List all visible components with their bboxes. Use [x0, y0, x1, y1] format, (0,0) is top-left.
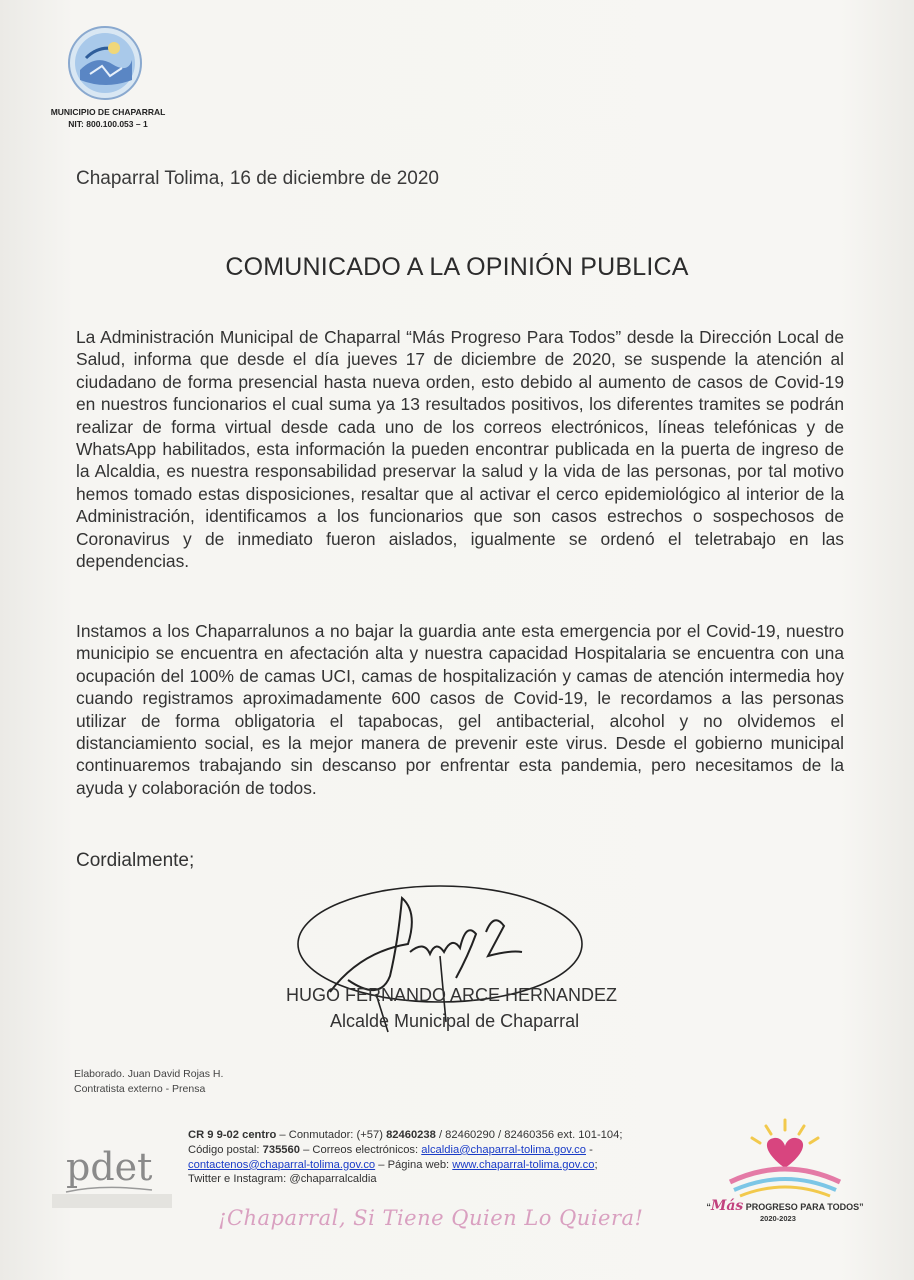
- campaign-text: PROGRESO PARA TODOS: [745, 1202, 860, 1212]
- switchboard-label: – Conmutador: (+57): [279, 1129, 383, 1141]
- signer-name: HUGO FERNANDO ARCE HERNANDEZ: [286, 985, 618, 1005]
- contact-line-1: [188, 1128, 708, 1143]
- contact-line-2: Código postal: 735560 – Correos electrónicos: alcaldia@chaparral-tolima.gov.co -: [188, 1143, 593, 1156]
- campaign-slogan: “Más PROGRESO PARA TODOS”: [706, 1198, 864, 1214]
- date-line: Chaparral Tolima, 16 de diciembre de 2020: [76, 168, 439, 189]
- pdet-logo-text: pdet: [66, 1145, 153, 1189]
- body-paragraph-1: La Administración Municipal de Chaparral “Más Progreso Para Todos” desde la Dirección Local de Salud, informa que desde el día jueves 17 de diciembre de 2020, se suspende la atención al ciudadano de forma presencial hasta nueva orden, esto debido al aumento de casos de Covid-19 en nuestros funcionarios el cual suma ya 13 resultados positivos, los diferentes tramites se podrán realizar de forma virtual desde cada uno de los correos electrónicos, líneas telefónicas y de WhatsApp habilitados, esta información la pueden encontrar publicada en la puerta de ingreso de la Alcaldia, es nuestra responsabilidad preservar la salud y la vida de las personas, por tal motivo hemos tomado estas disposiciones, resaltar que al activar el cerco epidemiológico al interior de la Administración, identificamos a los funcionarios que son casos estrechos o sospechosos de Coronavirus y de inmediato fueron aislados, igualmente se ordenó el teletrabajo en las dependencias.: [76, 327, 844, 572]
- campaign-years: 2020-2023: [760, 1214, 796, 1223]
- contact-line-3: contactenos@chaparral-tolima.gov.co – Página web: www.chaparral-tolima.gov.co;: [188, 1158, 598, 1171]
- emails-label: – Correos electrónicos:: [303, 1143, 419, 1156]
- slogan: ¡Chaparral, Si Tiene Quien Lo Quiera!: [218, 1206, 644, 1230]
- email-link-alcaldia[interactable]: alcaldia@chaparral-tolima.gov.co: [421, 1143, 586, 1156]
- phone-main: 82460238: [386, 1129, 436, 1141]
- email-link-contactenos[interactable]: contactenos@chaparral-tolima.gov.co: [188, 1158, 376, 1171]
- municipality-nit: NIT: 800.100.053 – 1: [68, 119, 148, 129]
- footer-contact: [188, 1128, 708, 1187]
- pdet-logo-icon: [52, 1128, 172, 1210]
- closing-salutation: Cordialmente;: [76, 850, 195, 871]
- prepared-by: [74, 1067, 223, 1097]
- signer-role: Alcalde Municipal de Chaparral: [330, 1011, 580, 1031]
- municipality-seal-icon: [66, 24, 144, 102]
- phones-other: / 82460290 / 82460356 ext. 101-104;: [438, 1129, 623, 1141]
- campaign-mas: Más: [710, 1198, 744, 1214]
- municipality-name: MUNICIPIO DE CHAPARRAL: [50, 107, 166, 117]
- body-paragraph-2: Instamos a los Chaparralunos a no bajar la guardia ante esta emergencia por el Covid-19, nuestro municipio se encuentra en afectación alta y nuestra capacidad Hospitalaria se encuentra con una ocupación del 100% de camas UCI, camas de hospitalización y camas de atención intermedia hoy cuando registramos aproximadamente 600 casos de Covid-19, le recordamos a las personas utilizar de forma obligatoria el tapabocas, gel antibacterial, alcohol y no olvidemos el distanciamiento social, es la mejor manera de prevenir este virus. Desde el gobierno municipal continuaremos trabajando sin descanso por enfrentar esta pandemia, pero necesitamos de la ayuda y colaboración de todos.: [76, 621, 844, 798]
- postal-label: Código postal:: [188, 1143, 260, 1156]
- address: CR 9 9-02 centro: [188, 1129, 277, 1141]
- web-label: – Página web:: [378, 1158, 450, 1171]
- website-link[interactable]: www.chaparral-tolima.gov.co: [452, 1158, 595, 1171]
- prepared-by-name: Elaborado. Juan David Rojas H.: [74, 1068, 224, 1080]
- document-title: COMUNICADO A LA OPINIÓN PUBLICA: [225, 253, 689, 281]
- municipality-header: [38, 106, 178, 130]
- postal-code: 735560: [262, 1143, 300, 1156]
- social-handles: Twitter e Instagram: @chaparralcaldia: [188, 1173, 377, 1186]
- prepared-by-role: Contratista externo - Prensa: [74, 1083, 206, 1095]
